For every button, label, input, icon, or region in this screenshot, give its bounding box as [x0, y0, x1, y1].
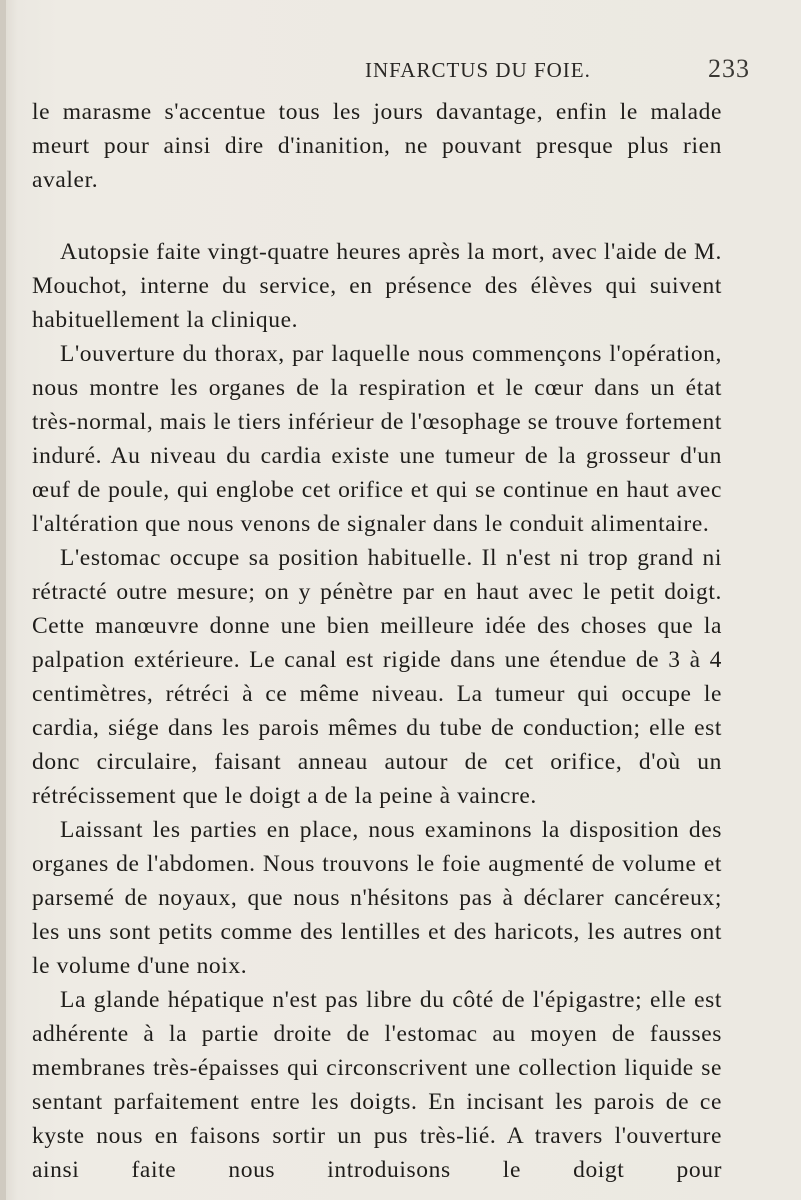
- paragraph-2: Autopsie faite vingt-quatre heures après la mort, avec l'aide de M. Mouchot, interne du service, en présence des élèves qui suivent habituellement la clinique.: [32, 239, 722, 333]
- body-text: [32, 95, 722, 1187]
- paragraph-1: le marasme s'accentue tous les jours davantage, enfin le malade meurt pour ainsi dire d'inanition, ne pouvant presque plus rien avaler.: [32, 99, 722, 193]
- paragraph-3: L'ouverture du thorax, par laquelle nous commençons l'opération, nous montre les organes de la respiration et le cœur dans un état très-normal, mais le tiers inférieur de l'œsophage se trouve fortement induré. Au niveau du cardia existe une tumeur de la grosseur d'un œuf de poule, qui englobe cet orifice et qui se continue en haut avec l'altération que nous venons de signaler dans le conduit alimentaire.: [32, 341, 722, 537]
- page-number: 233: [708, 54, 750, 83]
- page-edge-shadow: [0, 0, 6, 1200]
- running-title: INFARCTUS DU FOIE.: [365, 58, 591, 82]
- page-header: [0, 54, 801, 88]
- paragraph-5: Laissant les parties en place, nous examinons la disposition des organes de l'abdomen. Nous trouvons le foie augmenté de volume et parsemé de noyaux, que nous n'hésitons pas à déclarer cancéreux; les uns sont petits comme des lentilles et des haricots, les autres ont le volume d'une noix.: [32, 817, 722, 979]
- paragraph-6: La glande hépatique n'est pas libre du côté de l'épigastre; elle est adhérente à la partie droite de l'estomac au moyen de fausses membranes très-épaisses qui circonscrivent une collection liquide se sentant parfaitement entre les doigts. En incisant les parois de ce kyste nous en faisons sortir un pus très-lié. A travers l'ouverture ainsi faite nous introduisons le doigt pour: [32, 987, 722, 1183]
- paragraph-4: L'estomac occupe sa position habituelle. Il n'est ni trop grand ni rétracté outre mesure; on y pénètre par en haut avec le petit doigt. Cette manœuvre donne une bien meilleure idée des choses que la palpation extérieure. Le canal est rigide dans une étendue de 3 à 4 centimètres, rétréci à ce même niveau. La tumeur qui occupe le cardia, siége dans les parois mêmes du tube de conduction; elle est donc circulaire, faisant anneau autour de cet orifice, d'où un rétrécissement que le doigt a de la peine à vaincre.: [32, 545, 722, 809]
